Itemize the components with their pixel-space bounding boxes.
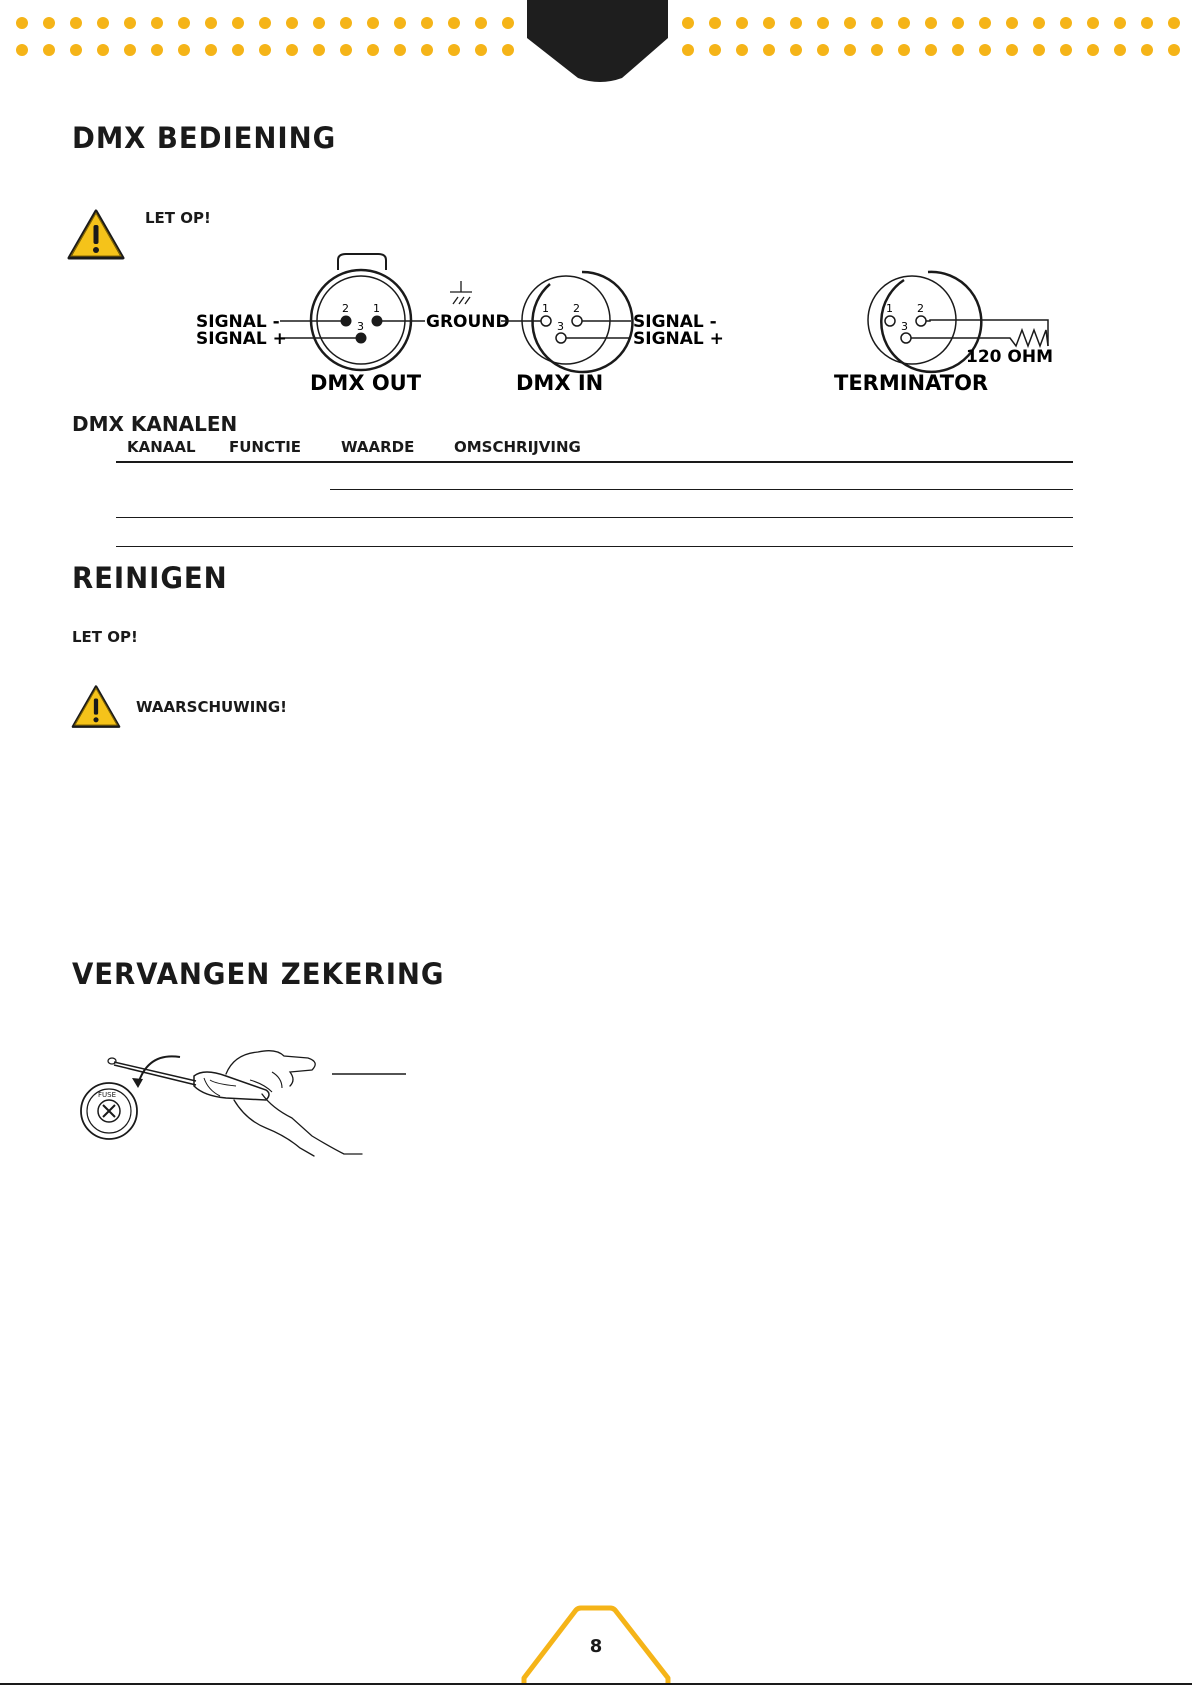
table-row-divider <box>330 489 1073 490</box>
header-dot <box>367 44 379 56</box>
header-dot <box>259 17 271 29</box>
header-dot <box>709 44 721 56</box>
terminator-label: TERMINATOR <box>834 371 989 395</box>
header-dot <box>232 44 244 56</box>
header-dot <box>898 17 910 29</box>
header-tab-shape <box>527 0 668 82</box>
dmx-in-pin1: 1 <box>542 302 549 315</box>
section-title-dmx: DMX BEDIENING <box>72 121 337 155</box>
header-dot <box>1006 44 1018 56</box>
column-header-kanaal: KANAAL <box>127 438 196 456</box>
column-header-omschrijving: OMSCHRIJVING <box>454 438 581 456</box>
header-dot <box>475 44 487 56</box>
terminator-pin3: 3 <box>901 320 908 333</box>
header-dot <box>1006 17 1018 29</box>
cleaning-note-label: LET OP! <box>72 628 138 646</box>
header-dot <box>16 17 28 29</box>
header-dot <box>286 44 298 56</box>
header-dot <box>1033 44 1045 56</box>
resistor-label: 120 OHM <box>966 347 1054 367</box>
header-dot <box>286 17 298 29</box>
header-dot <box>952 44 964 56</box>
dmx-in-signal-plus: SIGNAL + <box>633 329 724 349</box>
dmx-channels-title: DMX KANALEN <box>72 412 238 436</box>
header-dot <box>844 44 856 56</box>
header-dot <box>205 44 217 56</box>
fuse-label: FUSE <box>98 1091 117 1099</box>
cleaning-warning-label: WAARSCHUWING! <box>136 698 288 716</box>
table-header-rule <box>116 461 1073 463</box>
dmx-out-pin2: 2 <box>342 302 349 315</box>
header-dot <box>1114 17 1126 29</box>
header-dot <box>448 17 460 29</box>
warning-icon <box>70 684 122 730</box>
header-dot <box>736 44 748 56</box>
header-dot <box>1060 17 1072 29</box>
table-row-divider <box>116 517 1073 518</box>
column-header-waarde: WAARDE <box>341 438 415 456</box>
header-dot <box>367 17 379 29</box>
header-dot <box>70 44 82 56</box>
header-dot <box>979 44 991 56</box>
header-dot <box>898 44 910 56</box>
section-title-fuse: VERVANGEN ZEKERING <box>72 957 445 991</box>
section-title-cleaning: REINIGEN <box>72 561 228 595</box>
header-dot <box>313 44 325 56</box>
header-dot <box>682 44 694 56</box>
dmx-out-connector <box>311 254 411 370</box>
header-dot <box>925 44 937 56</box>
header-dot <box>1033 17 1045 29</box>
header-dots-decoration <box>0 0 1192 90</box>
header-dot <box>1141 17 1153 29</box>
dmx-out-pin1: 1 <box>373 302 380 315</box>
header-dot <box>124 17 136 29</box>
header-dot <box>97 17 109 29</box>
dmx-out-pin3: 3 <box>357 320 364 333</box>
dmx-in-pin3: 3 <box>557 320 564 333</box>
header-dot <box>16 44 28 56</box>
header-dot <box>178 17 190 29</box>
header-dot <box>844 17 856 29</box>
xlr-connector-diagram <box>180 248 1060 406</box>
table-bottom-rule <box>116 546 1073 547</box>
header-dot <box>394 17 406 29</box>
header-dot <box>394 44 406 56</box>
header-dot <box>1087 17 1099 29</box>
header-dot <box>502 17 514 29</box>
header-dot <box>178 44 190 56</box>
header-dot <box>790 17 802 29</box>
terminator-connector <box>868 272 981 372</box>
header-dot <box>1168 17 1180 29</box>
header-dot <box>871 17 883 29</box>
dmx-out-label: DMX OUT <box>310 371 422 395</box>
dmx-in-pin2: 2 <box>573 302 580 315</box>
header-dot <box>151 17 163 29</box>
dmx-out-signal-minus: SIGNAL - <box>196 312 280 332</box>
header-dot <box>817 44 829 56</box>
header-dot <box>124 44 136 56</box>
header-dot <box>151 44 163 56</box>
header-dot <box>232 17 244 29</box>
terminator-pin1: 1 <box>886 302 893 315</box>
header-dot <box>1141 44 1153 56</box>
ground-label: GROUND <box>426 312 510 332</box>
header-dot <box>259 44 271 56</box>
header-dot <box>43 17 55 29</box>
header-dot <box>817 17 829 29</box>
header-dot <box>871 44 883 56</box>
header-dot <box>421 44 433 56</box>
header-dot <box>1060 44 1072 56</box>
column-header-functie: FUNCTIE <box>229 438 302 456</box>
header-dot <box>97 44 109 56</box>
header-dot <box>682 17 694 29</box>
dmx-warning-label: LET OP! <box>145 209 211 227</box>
header-dot <box>70 17 82 29</box>
page-number: 8 <box>589 1636 603 1657</box>
dmx-in-label: DMX IN <box>516 371 604 395</box>
header-dot <box>340 44 352 56</box>
header-dot <box>1087 44 1099 56</box>
header-dot <box>421 17 433 29</box>
header-dot <box>475 17 487 29</box>
header-dot <box>736 17 748 29</box>
header-dot <box>1114 44 1126 56</box>
dmx-out-signal-plus: SIGNAL + <box>196 329 287 349</box>
dmx-in-signal-minus: SIGNAL - <box>633 312 717 332</box>
terminator-pin2: 2 <box>917 302 924 315</box>
header-dot <box>205 17 217 29</box>
header-dot <box>763 44 775 56</box>
header-dot <box>952 17 964 29</box>
dmx-in-connector <box>522 272 632 372</box>
header-dot <box>790 44 802 56</box>
header-dot <box>502 44 514 56</box>
header-dot <box>340 17 352 29</box>
header-dot <box>1168 44 1180 56</box>
header-dot <box>313 17 325 29</box>
ground-symbol-icon <box>450 281 472 304</box>
header-dot <box>448 44 460 56</box>
warning-icon <box>66 208 126 262</box>
header-dot <box>763 17 775 29</box>
header-dot <box>925 17 937 29</box>
fuse-holder-icon <box>81 1083 137 1139</box>
header-dot <box>979 17 991 29</box>
fuse-screwdriver-illustration <box>76 1044 406 1159</box>
header-dot <box>43 44 55 56</box>
header-dot <box>709 17 721 29</box>
